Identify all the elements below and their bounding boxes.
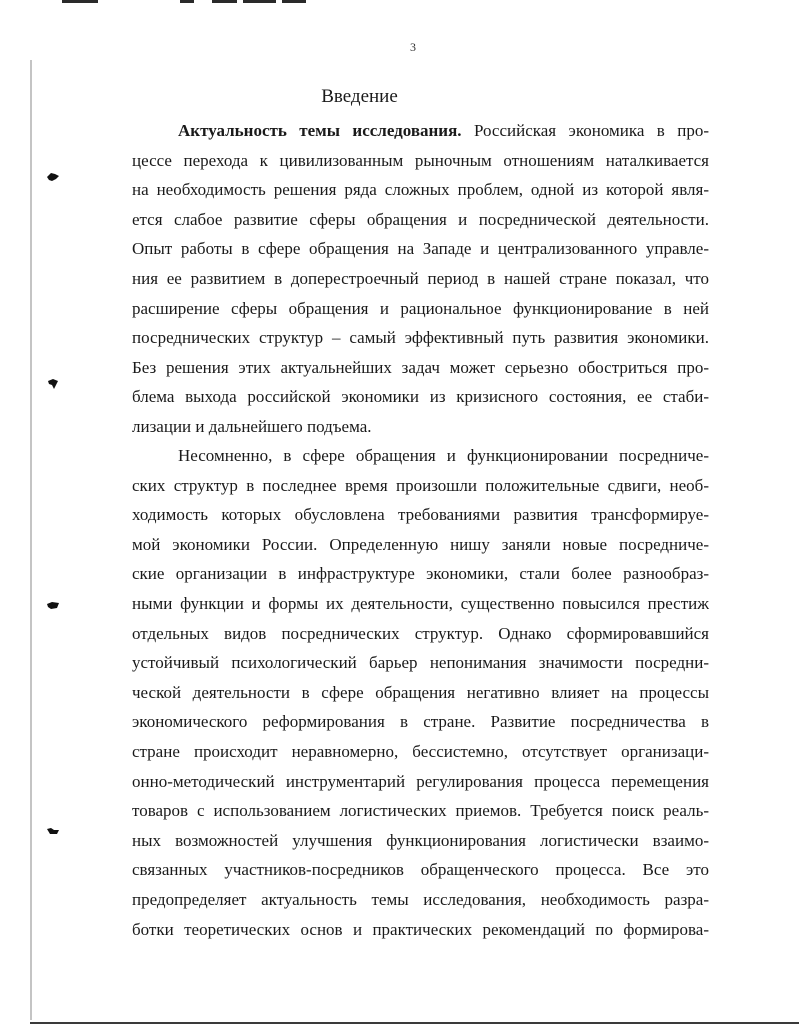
paragraph-line: стране происходит неравномерно, бессистемно, отсутствует организаци-	[132, 741, 709, 761]
paragraph-line: ских структур в последнее время произошли положительные сдвиги, необ-	[132, 475, 709, 495]
paragraph-line: ния ее развитием в доперестроечный период в нашей стране показал, что	[132, 268, 709, 288]
paragraph-line: Без решения этих актуальнейших задач может серьезно обостриться про-	[132, 357, 709, 377]
scan-edge-bottom	[30, 1022, 799, 1024]
paragraph-line: ходимость которых обусловлена требованиями развития трансформируе-	[132, 505, 709, 525]
paragraph-line: ных возможностей улучшения функционирования логистически взаимо-	[132, 830, 709, 850]
relevance-heading: Актуальность темы исследования.	[178, 121, 462, 140]
paragraph-line	[132, 116, 709, 146]
paragraph-line: блема выхода российской экономики из кризисного состояния, ее стаби-	[132, 387, 709, 407]
paragraph-line: на необходимость решения ряда сложных проблем, одной из которой явля-	[132, 180, 709, 200]
binding-hole-mark-1	[46, 172, 60, 182]
paragraph-line: ботки теоретических основ и практических рекомендаций по формирова-	[132, 919, 709, 939]
binding-hole-mark-4	[46, 826, 60, 836]
paragraph-line: мой экономики России. Определенную нишу заняли новые посредниче-	[132, 534, 709, 554]
paragraph-changes	[132, 441, 709, 944]
paragraph-line: Несомненно, в сфере обращения и функционировании посредниче-	[178, 446, 709, 465]
paragraph-line: предопределяет актуальность темы исследования, необходимость разра-	[132, 889, 709, 909]
scan-edge-top-3	[212, 0, 237, 3]
paragraph-relevance	[132, 116, 709, 442]
paragraph-line: ными функции и формы их деятельности, существенно повысился престиж	[132, 593, 709, 613]
paragraph-line: цессе перехода к цивилизованным рыночным отношениям наталкивается	[132, 150, 709, 170]
paragraph-line: устойчивый психологический барьер непонимания значимости посредни-	[132, 653, 709, 673]
binding-hole-mark-3	[46, 600, 60, 610]
paragraph-line: товаров с использованием логистических приемов. Требуется поиск реаль-	[132, 801, 709, 821]
paragraph-line: лизации и дальнейшего подъема.	[132, 416, 372, 436]
paragraph-line: ские организации в инфраструктуре экономики, стали более разнообраз-	[132, 564, 709, 584]
paragraph-line: расширение сферы обращения и рациональное функционирование в ней	[132, 298, 709, 318]
scan-edge-top-1	[62, 0, 98, 3]
scan-edge-top-2	[180, 0, 194, 3]
page-title: Введение	[321, 86, 398, 107]
paragraph-line: связанных участников-посредников обращенческого процесса. Все это	[132, 860, 709, 880]
scan-edge-left	[30, 60, 32, 1020]
paragraph-line: Опыт работы в сфере обращения на Западе и централизованного управле-	[132, 239, 709, 259]
page-number: 3	[410, 40, 416, 54]
paragraph-line: посреднических структур – самый эффективный путь развития экономики.	[132, 328, 709, 348]
scan-edge-top-4	[243, 0, 276, 3]
binding-hole-mark-2	[46, 378, 60, 388]
paragraph-line-text: Российская экономика в про-	[461, 121, 710, 140]
paragraph-line: онно-методический инструментарий регулирования процесса перемещения	[132, 771, 709, 791]
paragraph-line: экономического реформирования в стране. Развитие посредничества в	[132, 712, 709, 732]
scan-edge-top-5	[282, 0, 306, 3]
paragraph-line: ческой деятельности в сфере обращения негативно влияет на процессы	[132, 682, 709, 702]
paragraph-line: отдельных видов посреднических структур. Однако сформировавшийся	[132, 623, 709, 643]
paragraph-line: ется слабое развитие сферы обращения и посреднической деятельности.	[132, 209, 709, 229]
